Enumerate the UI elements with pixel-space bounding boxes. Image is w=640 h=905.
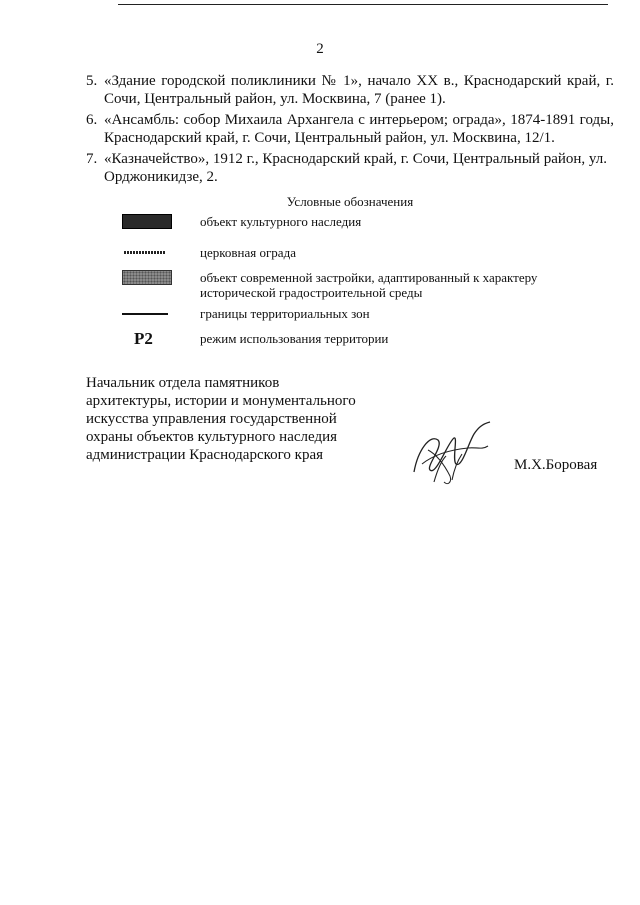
legend-item-heritage xyxy=(118,214,588,229)
legend-label: границы территориальных зон xyxy=(200,306,370,321)
list-item-text: «Здание городской поликлиники № 1», начало XX в., Краснодарский край, г. Сочи, Центральный район, ул. Москвина, 7 (ранее 1). xyxy=(104,73,614,107)
signer-position-line: искусства управления государственной xyxy=(86,411,337,427)
top-rule xyxy=(118,4,608,5)
heritage-object-symbol xyxy=(122,214,172,229)
list-item-text: «Казначейство», 1912 г., Краснодарский край, г. Сочи, Центральный район, ул. Орджоникидзе, 2. xyxy=(104,151,607,185)
heritage-object-list xyxy=(86,72,614,189)
list-item-number: 6. xyxy=(86,112,98,128)
zone-code: Р2 xyxy=(134,329,153,348)
legend-item-code xyxy=(118,331,588,346)
zone-border-symbol xyxy=(122,313,168,315)
list-item-number: 5. xyxy=(86,73,98,89)
church-fence-symbol xyxy=(124,251,166,254)
handwritten-signature xyxy=(408,420,498,490)
legend-label: режим использования территории xyxy=(200,331,389,346)
list-item xyxy=(86,111,614,147)
list-item-number: 7. xyxy=(86,151,98,167)
list-item-text: «Ансамбль: собор Михаила Архангела с интерьером; ограда», 1874-1891 годы, Краснодарский край, г. Сочи, Центральный район, ул. Москвина, 12/1. xyxy=(104,112,614,146)
signer-position xyxy=(86,374,386,464)
list-item xyxy=(86,72,614,108)
legend-item-modern xyxy=(118,270,588,300)
signer-position-line: администрации Краснодарского края xyxy=(86,447,324,463)
list-item xyxy=(86,150,614,186)
legend-label: церковная ограда xyxy=(200,245,296,260)
signer-name: М.Х.Боровая xyxy=(514,457,598,473)
legend-item-fence xyxy=(118,245,588,260)
signer-position-line: архитектуры, истории и монументального xyxy=(86,393,356,409)
page-number: 2 xyxy=(316,41,324,57)
legend-label: объект современной застройки, адаптированный к характеру исторической градостроительной среды xyxy=(200,270,538,300)
legend-title: Условные обозначения xyxy=(286,194,414,209)
signer-position-line: Начальник отдела памятников xyxy=(86,375,280,391)
legend-item-border xyxy=(118,306,588,321)
legend-label: объект культурного наследия xyxy=(200,214,362,229)
modern-building-symbol xyxy=(122,270,172,285)
signer-position-line: охраны объектов культурного наследия xyxy=(86,429,338,445)
